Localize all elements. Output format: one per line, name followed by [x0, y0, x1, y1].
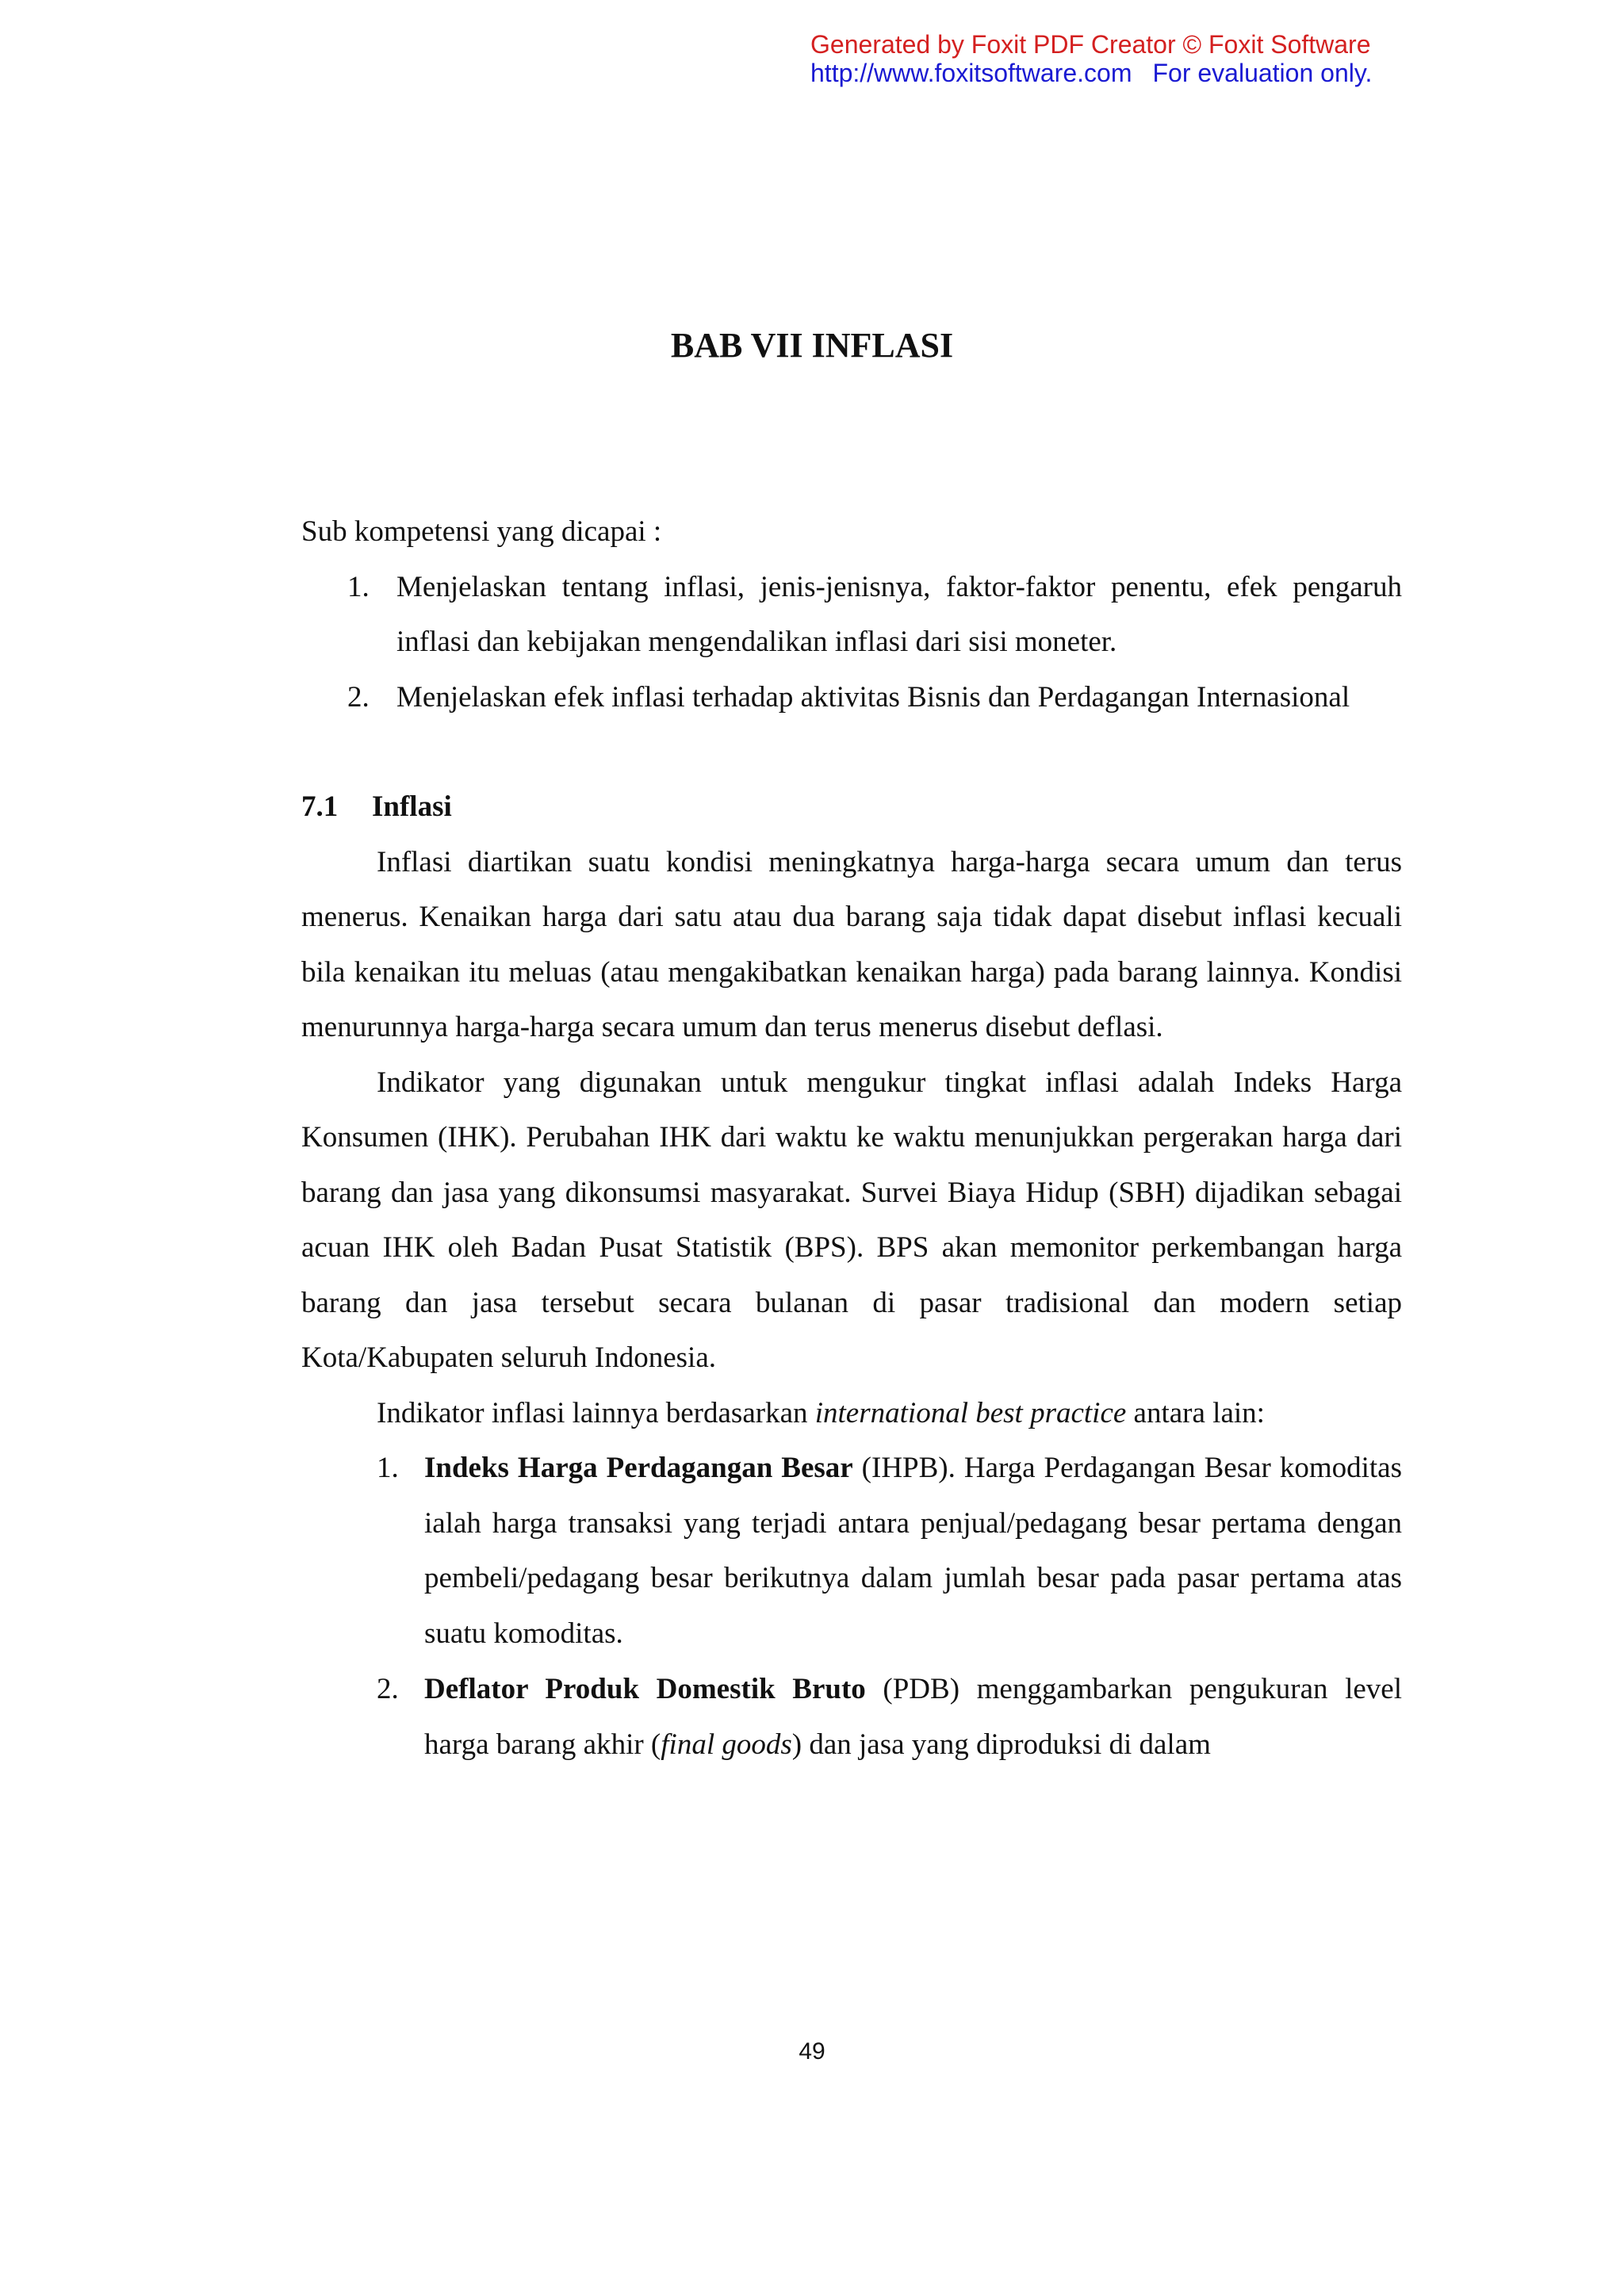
indicator-name: Indeks Harga Perdagangan Besar: [424, 1452, 853, 1484]
section-title: Inflasi: [372, 790, 452, 823]
indicator-list: [301, 1441, 1402, 1772]
chapter-title: BAB VII INFLASI: [670, 326, 954, 365]
list-item-number: 2.: [377, 1673, 399, 1705]
list-item-number: 1.: [347, 570, 370, 603]
list-item: [301, 1662, 1402, 1772]
watermark-link-line: [810, 59, 1372, 87]
paragraph-other-indicators: [301, 1386, 1402, 1441]
list-item: [301, 560, 1402, 670]
list-item-text: Menjelaskan tentang inflasi, jenis-jenisnya, faktor-faktor penentu, efek pengaruh inflasi dan kebijakan mengendalikan inflasi dari sisi moneter.: [396, 570, 1402, 658]
section-heading: [301, 779, 1402, 835]
paragraph-definition: Inflasi diartikan suatu kondisi meningkatnya harga-harga secara umum dan terus menerus. Kenaikan harga dari satu atau dua barang saja tidak dapat disebut inflasi kecuali bila kenaikan itu meluas (atau mengakibatkan kenaikan harga) pada barang lainnya. Kondisi menurunnya harga-harga secara umum dan terus menerus disebut deflasi.: [301, 845, 1402, 1043]
watermark-generator-text: Generated by Foxit PDF Creator © Foxit Software: [810, 30, 1371, 59]
page-number: 49: [799, 2038, 825, 2064]
list-item-text: (IHPB). Harga Perdagangan Besar komoditas ialah harga transaksi yang terjadi antara penjual/pedagang besar pertama dengan pembeli/pedagang besar berikutnya dalam jumlah besar pada pasar pertama atas suatu komoditas.: [424, 1452, 1402, 1650]
competency-list: [301, 560, 1402, 725]
list-item-text: ) dan jasa yang diproduksi di dalam: [791, 1728, 1211, 1761]
list-item-text: (PDB) menggambarkan pengukuran level harga barang akhir (: [424, 1673, 1403, 1761]
page-content: [301, 504, 1402, 1772]
list-item-number: 2.: [347, 680, 370, 714]
evaluation-watermark: [810, 30, 1372, 87]
list-item-text: Menjelaskan efek inflasi terhadap aktivitas Bisnis dan Perdagangan Internasional: [396, 680, 1350, 714]
list-item: [301, 1441, 1402, 1661]
indicator-name: Deflator Produk Domestik Bruto: [424, 1673, 866, 1705]
competency-intro: Sub kompetensi yang dicapai :: [301, 515, 662, 548]
paragraph-emphasis: international best practice: [814, 1396, 1127, 1429]
section-spacer: [301, 725, 1402, 779]
list-item: [301, 670, 1402, 725]
indicator-emphasis: final goods: [661, 1728, 792, 1761]
watermark-note: For evaluation only.: [1152, 59, 1373, 87]
paragraph-ihk: Indikator yang digunakan untuk mengukur tingkat inflasi adalah Indeks Harga Konsumen (IHK). Perubahan IHK dari waktu ke waktu menunjukkan pergerakan harga dari barang dan jasa yang dikonsumsi masyarakat. Survei Biaya Hidup (SBH) dijadikan sebagai acuan IHK oleh Badan Pusat Statistik (BPS). BPS akan memonitor perkembangan harga barang dan jasa tersebut secara bulanan di pasar tradisional dan modern setiap Kota/Kabupaten seluruh Indonesia.: [301, 1066, 1402, 1374]
section-number: 7.1: [301, 790, 339, 823]
paragraph-text: antara lain:: [1126, 1396, 1265, 1429]
paragraph-text: Indikator inflasi lainnya berdasarkan: [377, 1396, 815, 1429]
watermark-url[interactable]: http://www.foxitsoftware.com: [810, 59, 1132, 87]
list-item-number: 1.: [377, 1452, 399, 1484]
